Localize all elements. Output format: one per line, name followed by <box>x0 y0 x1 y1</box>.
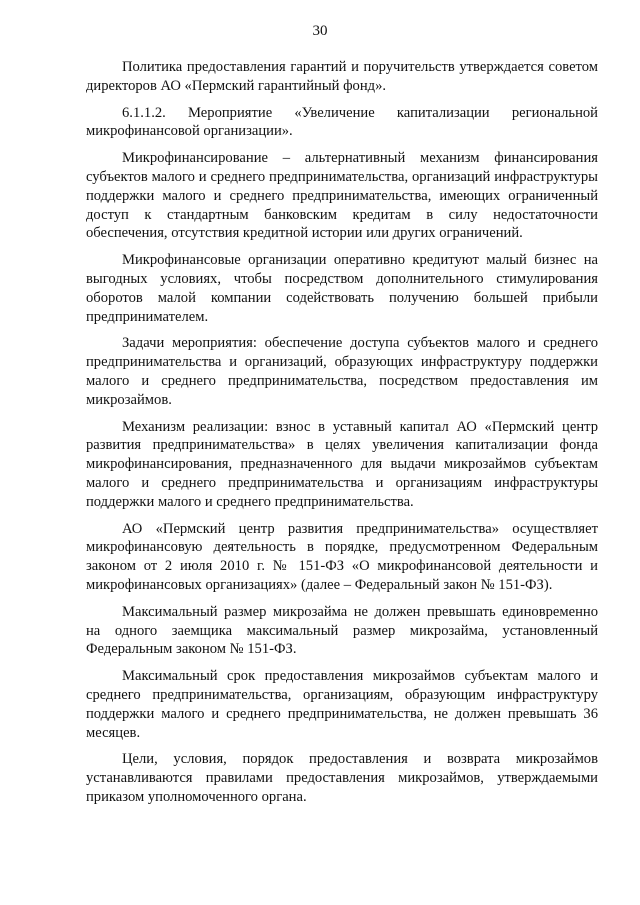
paragraph-microfinance-organizations: Микрофинансовые организации оперативно кредитуют малый бизнес на выгодных условиях, чтобы посредством дополнительного стимулирования оборотов малой компании содействовать получению большей прибыли предпринимателем. <box>86 252 598 325</box>
paragraph-loan-rules: Цели, условия, порядок предоставления и возврата микрозаймов устанавливаются правилами предоставления микрозаймов, утверждаемыми приказом уполномоченного органа. <box>86 751 598 805</box>
paragraph-max-loan-term: Максимальный срок предоставления микрозаймов субъектам малого и среднего предпринимательства, организациям, образующим инфраструктуру поддержки малого и среднего предпринимательства, не должен превышать 36 месяцев. <box>86 668 598 741</box>
paragraph-implementation-mechanism: Механизм реализации: взнос в уставный капитал АО «Пермский центр развития предпринимательства» в целях увеличения капитализации фонда микрофинансирования, предназначенного для выдачи микрозаймов субъектам малого и среднего предпринимательства и организациям инфраструктуры поддержки малого и среднего предпринимательства. <box>86 418 598 510</box>
paragraph-max-loan-size: Максимальный размер микрозайма не должен превышать единовременно на одного заемщика максимальный размер микрозайма, установленный Федеральным законом № 151-ФЗ. <box>86 603 598 658</box>
paragraph-measure-heading: 6.1.1.2. Мероприятие «Увеличение капитализации региональной микрофинансовой организации». <box>86 104 598 140</box>
page-number: 30 <box>312 23 328 39</box>
paragraph-microfinancing-definition: Микрофинансирование – альтернативный механизм финансирования субъектов малого и среднего предпринимательства, организаций инфраструктуры поддержки малого и среднего предпринимательства, имеющих ограниченный доступ к стандартным банковским кредитам в силу недостаточности обеспечения, отсутствия кредитной истории или других ограничений. <box>86 150 598 242</box>
paragraph-microfinance-activity: АО «Пермский центр развития предпринимательства» осуществляет микрофинансовую деятельность в порядке, предусмотренном Федеральным законом от 2 июля 2010 г. № 151-ФЗ «О микрофинансовой деятельности и микрофинансовых организациях» (далее – Федеральный закон № 151-ФЗ). <box>86 520 598 593</box>
paragraph-guarantee-policy: Политика предоставления гарантий и поручительств утверждается советом директоров АО «Пермский гарантийный фонд». <box>86 59 598 94</box>
paragraph-measure-tasks: Задачи мероприятия: обеспечение доступа субъектов малого и среднего предпринимательства и организаций, образующих инфраструктуру поддержки малого и среднего предпринимательства, посредством предоставления им микрозаймов. <box>86 335 598 408</box>
document-body <box>86 58 598 815</box>
